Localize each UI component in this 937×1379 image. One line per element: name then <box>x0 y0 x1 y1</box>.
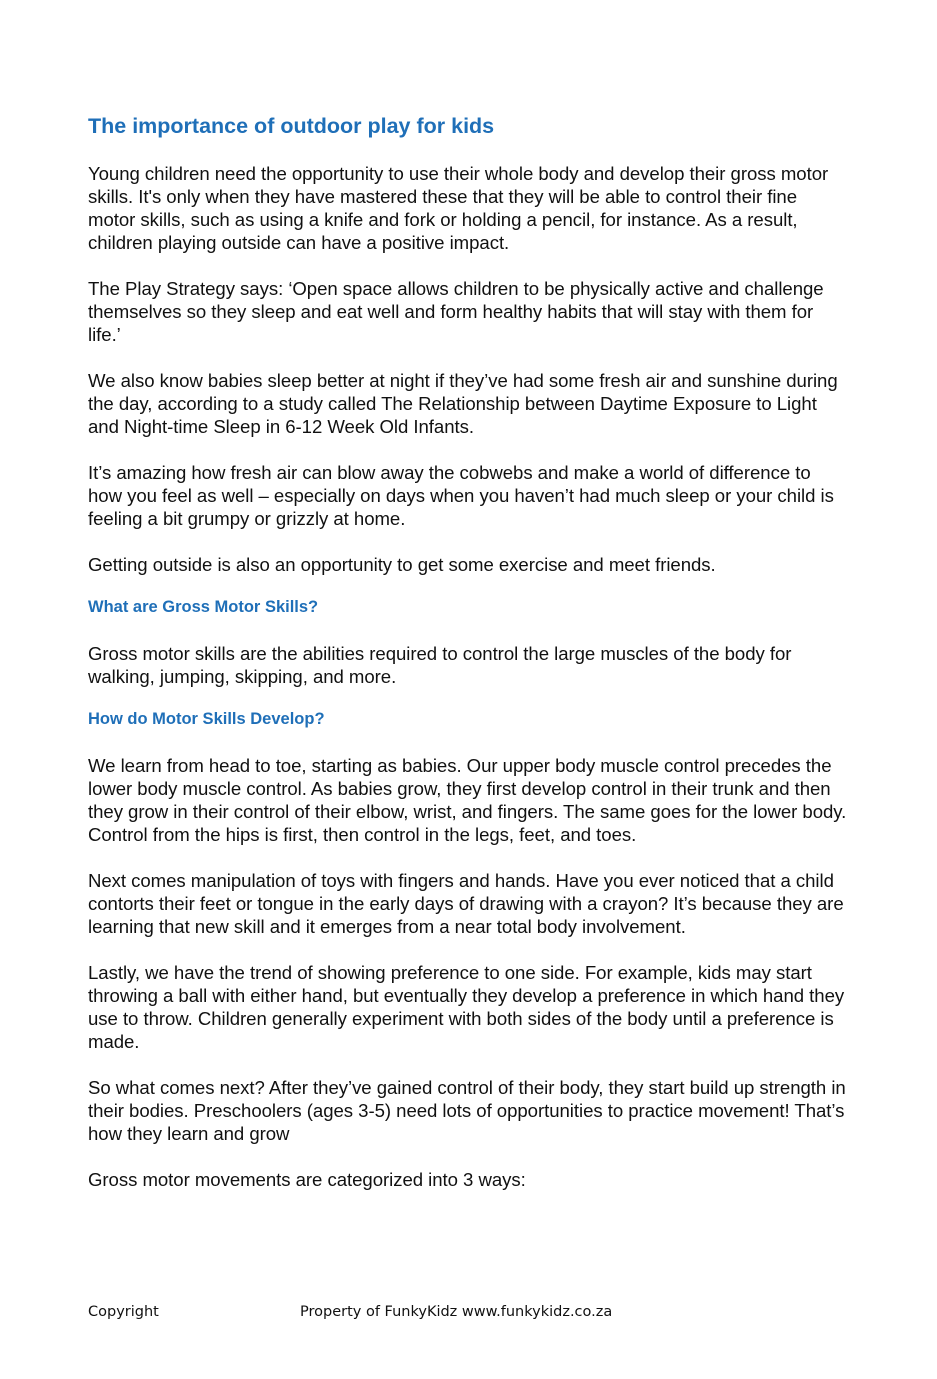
paragraph: The Play Strategy says: ‘Open space allows children to be physically active and challenge themselves so they sleep and eat well and form healthy habits that will stay with them for life.’ <box>88 278 824 345</box>
paragraph: Gross motor movements are categorized into 3 ways: <box>88 1169 526 1190</box>
paragraph: It’s amazing how fresh air can blow away the cobwebs and make a world of difference to how you feel as well – especially on days when you haven’t had much sleep or your child is feeling a bit grumpy or grizzly at home. <box>88 462 834 529</box>
paragraph: Young children need the opportunity to use their whole body and develop their gross motor skills. It's only when they have mastered these that they will be able to control their fine motor skills, such as using a knife and fork or holding a pencil, for instance. As a result, children playing outside can have a positive impact. <box>88 163 829 253</box>
paragraph: Gross motor skills are the abilities required to control the large muscles of the body for walking, jumping, skipping, and more. <box>88 643 792 687</box>
section-heading-motor-skills-develop: How do Motor Skills Develop? <box>88 710 325 728</box>
paragraph: We learn from head to toe, starting as babies. Our upper body muscle control precedes the lower body muscle control. As babies grow, they first develop control in their trunk and then they grow in their control of their elbow, wrist, and fingers. The same goes for the lower body. Control from the hips is first, then control in the legs, feet, and toes. <box>88 755 847 845</box>
footer-property-notice: Property of FunkyKidz www.funkykidz.co.za <box>300 1304 613 1320</box>
paragraph: Next comes manipulation of toys with fingers and hands. Have you ever noticed that a child contorts their feet or tongue in the early days of drawing with a crayon? It’s because they are learning that new skill and it emerges from a near total body involvement. <box>88 870 844 937</box>
footer-copyright: Copyright <box>88 1304 159 1320</box>
paragraph: Lastly, we have the trend of showing preference to one side. For example, kids may start throwing a ball with either hand, but eventually they develop a preference in which hand they use to throw. Children generally experiment with both sides of the body until a preference is made. <box>88 962 845 1052</box>
page-footer <box>88 1304 848 1326</box>
paragraph: Getting outside is also an opportunity to get some exercise and meet friends. <box>88 554 716 575</box>
paragraph: So what comes next? After they’ve gained control of their body, they start build up strength in their bodies. Preschoolers (ages 3-5) need lots of opportunities to practice movement! That’s how they learn and grow <box>88 1077 846 1144</box>
page-title: The importance of outdoor play for kids <box>88 114 495 138</box>
paragraph: We also know babies sleep better at night if they’ve had some fresh air and sunshine during the day, according to a study called The Relationship between Daytime Exposure to Light and Night-time Sleep in 6-12 Week Old Infants. <box>88 370 838 437</box>
document-body <box>88 112 848 1214</box>
section-heading-gross-motor-skills: What are Gross Motor Skills? <box>88 598 319 616</box>
